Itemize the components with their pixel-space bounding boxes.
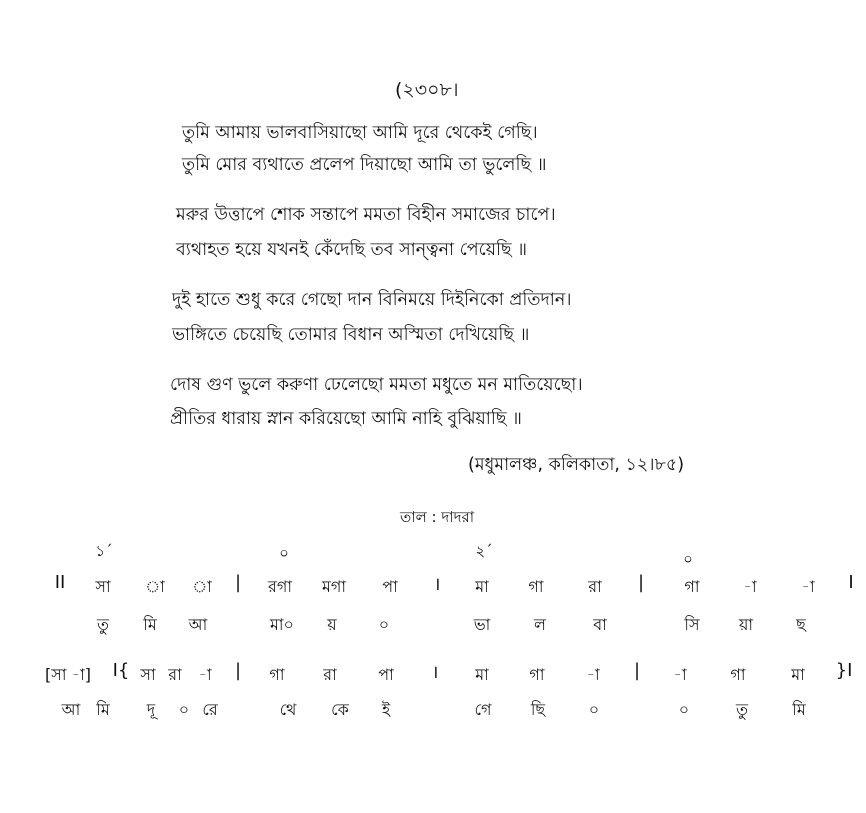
note: গা <box>529 665 545 684</box>
syllable: তু <box>96 615 110 634</box>
syllable: য়া <box>738 615 754 634</box>
syllable: ০ <box>378 615 390 634</box>
attribution: (মধুমালঞ্চ, কলিকাতা, ১২।৮৫) <box>468 455 685 475</box>
syllable: দূ <box>146 700 156 719</box>
beat-mark: ০ <box>683 550 693 568</box>
barline: | <box>234 572 242 593</box>
syllable: কে <box>331 700 349 719</box>
syllable: ০ <box>588 700 600 719</box>
lyric-line: তুমি মোর ব্যথাতে প্রলেপ দিয়াছো আমি তা ভুলেছি ॥ <box>182 155 547 175</box>
taal-heading: তাল : দাদরা <box>400 508 475 526</box>
syllable: ছ <box>796 615 806 634</box>
note: -া <box>586 665 600 684</box>
note: গা <box>269 665 285 684</box>
syllable: আ <box>61 700 81 719</box>
barline: I <box>848 572 854 593</box>
syllable: রে <box>202 700 218 719</box>
syllable: মি <box>96 700 110 719</box>
syllable: থে <box>279 700 297 719</box>
barline: }I <box>835 660 853 681</box>
note: মা <box>475 577 489 596</box>
syllable: ০ <box>678 700 690 719</box>
note: [সা -া] <box>45 665 91 684</box>
note: া <box>192 577 212 596</box>
syllable: ই <box>381 700 391 719</box>
syllable: সি <box>684 615 700 634</box>
syllable: ল <box>534 615 546 634</box>
note: মা <box>475 665 489 684</box>
barline: I{ <box>112 660 130 681</box>
syllable: তু <box>735 700 749 719</box>
note: রা <box>588 577 602 596</box>
lyric-line: ভাঙ্গিতে চেয়েছি তোমার বিধান অস্মিতা দেখিয়েছি ॥ <box>172 325 530 345</box>
note: -া <box>198 665 212 684</box>
song-number: (২৩০৮। <box>395 79 459 101</box>
lyric-line: দোষ গুণ ভুলে করুণা ঢেলেছো মমতা মধুতে মন মাতিয়েছো। <box>170 375 583 395</box>
note: রা <box>168 665 182 684</box>
syllable: আ <box>188 615 208 634</box>
note: গা <box>528 577 544 596</box>
syllable: গে <box>474 700 492 719</box>
note: গা <box>684 577 700 596</box>
barline: | <box>234 660 242 681</box>
note: মগা <box>321 577 347 596</box>
note: রা <box>323 665 337 684</box>
syllable: য় <box>327 615 337 634</box>
note: গা <box>730 665 746 684</box>
syllable: মি <box>143 615 157 634</box>
note: -া <box>673 665 687 684</box>
beat-mark: ১´ <box>95 542 113 560</box>
barline: | <box>637 572 645 593</box>
lyric-line: তুমি আমায় ভালবাসিয়াছো আমি দূরে থেকেই গেছি। <box>182 123 538 143</box>
syllable: ০ <box>178 700 190 719</box>
syllable: ছি <box>530 700 546 719</box>
lyric-line: প্রীতির ধারায় স্নান করিয়েছো আমি নাহি বুঝিয়াছি ॥ <box>170 409 522 429</box>
note: -া <box>743 577 757 596</box>
beat-mark: ২´ <box>475 542 493 560</box>
note: সা <box>140 665 156 684</box>
syllable: ভা <box>473 615 491 634</box>
note: -া <box>801 577 815 596</box>
lyric-line: ব্যথাহত হয়ে যখনই কেঁদেছি তব সান্ত্বনা পেয়েছি ॥ <box>176 240 528 260</box>
lyric-line: দুই হাতে শুধু করে গেছো দান বিনিময়ে দিইনিকো প্রতিদান। <box>172 290 572 310</box>
beat-mark: ০ <box>279 544 289 562</box>
note: সা <box>95 577 111 596</box>
note: মা <box>791 665 805 684</box>
note: া <box>145 577 165 596</box>
barline: । <box>433 574 441 595</box>
note: রগা <box>268 577 292 596</box>
syllable: মা০ <box>270 615 294 634</box>
note: পা <box>382 577 398 596</box>
syllable: বা <box>593 615 607 634</box>
barline: । <box>431 662 439 683</box>
note: পা <box>378 665 394 684</box>
syllable: মি <box>792 700 806 719</box>
barline: | <box>633 660 641 681</box>
lyric-line: মরুর উত্তাপে শোক সন্তাপে মমতা বিহীন সমাজের চাপে। <box>176 205 556 225</box>
barline: II <box>54 572 66 593</box>
